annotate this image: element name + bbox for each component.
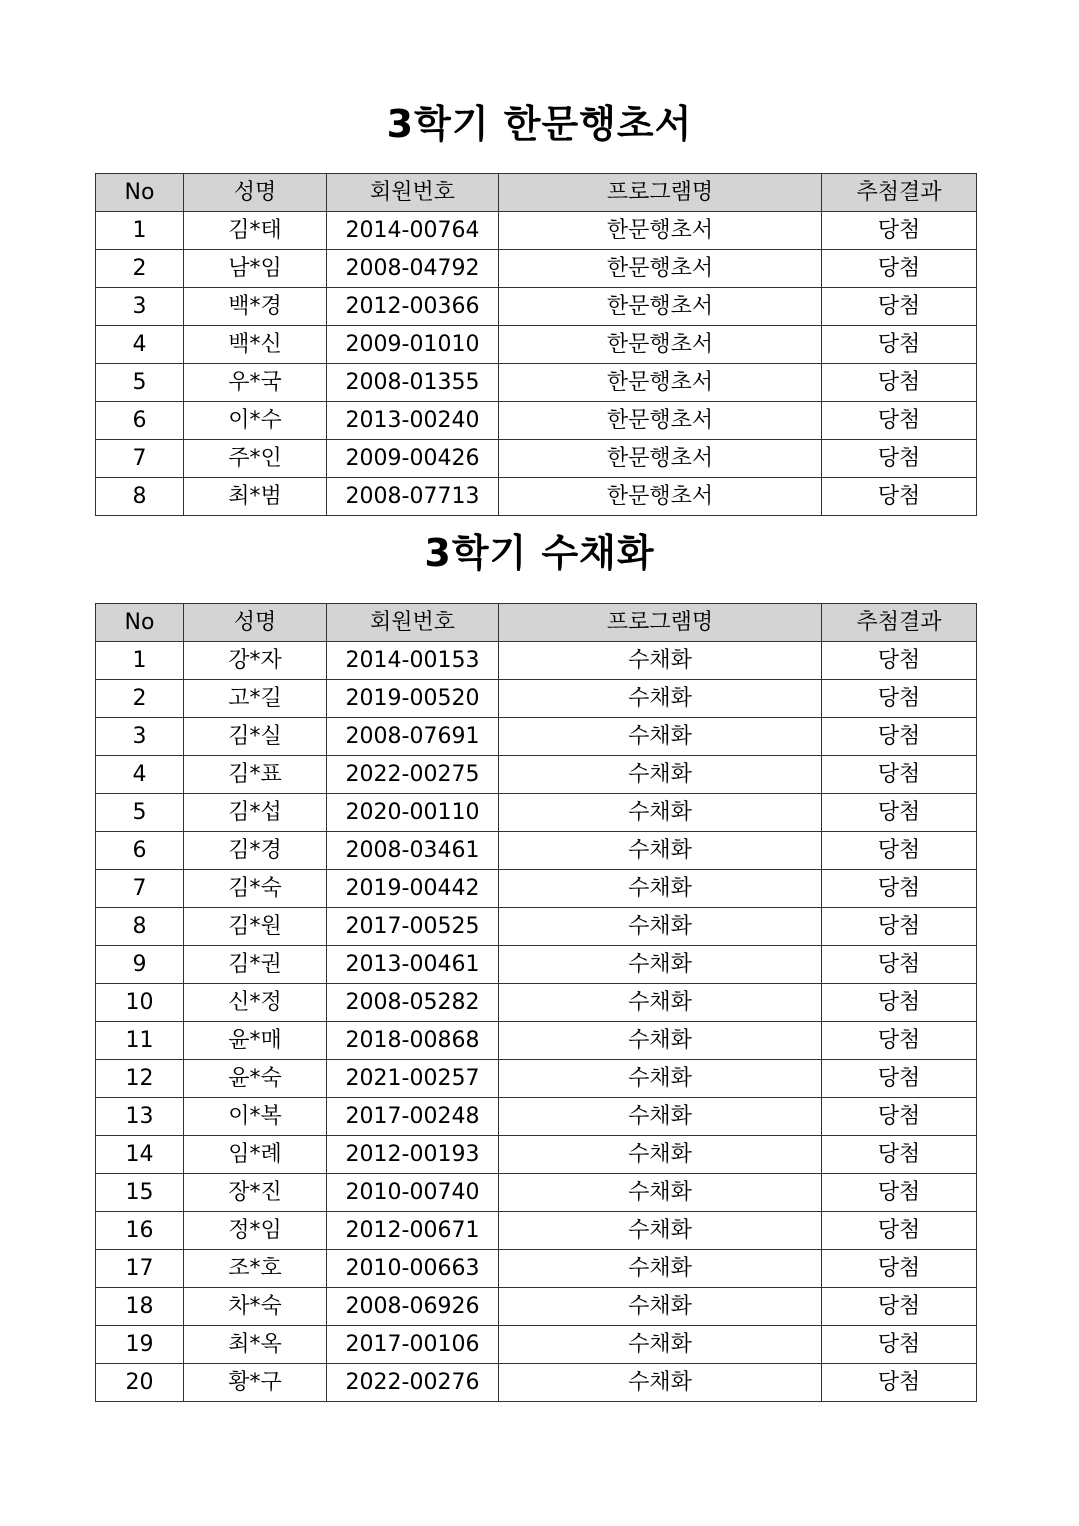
cell-no: 8 [96,908,184,946]
cell-result: 당첨 [822,1098,977,1136]
table-row [96,642,977,680]
cell-program: 수채화 [499,946,822,984]
table-row [96,288,977,326]
cell-no: 17 [96,1250,184,1288]
cell-member-number: 2013-00240 [327,402,499,440]
cell-no: 4 [96,756,184,794]
cell-result: 당첨 [822,478,977,516]
cell-name: 우*국 [184,364,327,402]
cell-result: 당첨 [822,794,977,832]
cell-result: 당첨 [822,288,977,326]
cell-program: 수채화 [499,870,822,908]
results-table-hanmun [95,173,977,516]
cell-member-number: 2012-00366 [327,288,499,326]
cell-member-number: 2008-05282 [327,984,499,1022]
section-title-hanmun: 3학기 한문행초서 [386,102,693,146]
cell-result: 당첨 [822,1060,977,1098]
table-body [96,642,977,1402]
cell-member-number: 2017-00525 [327,908,499,946]
cell-member-number: 2014-00153 [327,642,499,680]
header-program: 프로그램명 [499,174,822,212]
cell-member-number: 2021-00257 [327,1060,499,1098]
cell-name: 장*진 [184,1174,327,1212]
cell-no: 12 [96,1060,184,1098]
table-row [96,402,977,440]
table-row [96,1098,977,1136]
header-no: No [96,604,184,642]
table-row [96,946,977,984]
cell-no: 16 [96,1212,184,1250]
table-row [96,908,977,946]
cell-name: 김*섭 [184,794,327,832]
cell-no: 5 [96,794,184,832]
cell-no: 13 [96,1098,184,1136]
table-body [96,212,977,516]
cell-member-number: 2008-01355 [327,364,499,402]
cell-member-number: 2012-00671 [327,1212,499,1250]
cell-program: 한문행초서 [499,364,822,402]
cell-program: 한문행초서 [499,288,822,326]
cell-program: 수채화 [499,908,822,946]
cell-name: 윤*매 [184,1022,327,1060]
results-table-watercolor [95,603,977,1402]
header-program: 프로그램명 [499,604,822,642]
table-row [96,440,977,478]
table-row [96,1288,977,1326]
header-name: 성명 [184,604,327,642]
cell-program: 수채화 [499,984,822,1022]
cell-no: 7 [96,440,184,478]
cell-member-number: 2019-00520 [327,680,499,718]
cell-program: 한문행초서 [499,402,822,440]
cell-name: 김*표 [184,756,327,794]
cell-program: 수채화 [499,1250,822,1288]
cell-program: 수채화 [499,1326,822,1364]
cell-name: 남*임 [184,250,327,288]
cell-program: 수채화 [499,1174,822,1212]
table-row [96,478,977,516]
cell-result: 당첨 [822,870,977,908]
cell-member-number: 2020-00110 [327,794,499,832]
cell-member-number: 2008-04792 [327,250,499,288]
cell-result: 당첨 [822,1288,977,1326]
cell-result: 당첨 [822,250,977,288]
header-result: 추첨결과 [822,174,977,212]
cell-program: 수채화 [499,794,822,832]
cell-member-number: 2012-00193 [327,1136,499,1174]
table-row [96,212,977,250]
cell-result: 당첨 [822,680,977,718]
cell-program: 수채화 [499,1288,822,1326]
header-name: 성명 [184,174,327,212]
cell-name: 최*옥 [184,1326,327,1364]
cell-name: 강*자 [184,642,327,680]
cell-program: 한문행초서 [499,250,822,288]
cell-result: 당첨 [822,1136,977,1174]
cell-name: 황*구 [184,1364,327,1402]
cell-no: 7 [96,870,184,908]
table-row [96,1250,977,1288]
table-header-row [96,174,977,212]
cell-no: 4 [96,326,184,364]
cell-name: 백*신 [184,326,327,364]
cell-no: 6 [96,832,184,870]
cell-name: 김*원 [184,908,327,946]
cell-program: 수채화 [499,1098,822,1136]
header-member-number: 회원번호 [327,604,499,642]
cell-member-number: 2008-07713 [327,478,499,516]
cell-result: 당첨 [822,718,977,756]
cell-name: 윤*숙 [184,1060,327,1098]
cell-program: 수채화 [499,756,822,794]
cell-program: 수채화 [499,1136,822,1174]
table-row [96,718,977,756]
cell-result: 당첨 [822,364,977,402]
cell-result: 당첨 [822,212,977,250]
header-result: 추첨결과 [822,604,977,642]
cell-program: 한문행초서 [499,478,822,516]
cell-result: 당첨 [822,832,977,870]
cell-member-number: 2010-00740 [327,1174,499,1212]
cell-member-number: 2019-00442 [327,870,499,908]
table-row [96,680,977,718]
table-row [96,1022,977,1060]
cell-no: 6 [96,402,184,440]
cell-program: 수채화 [499,832,822,870]
cell-member-number: 2017-00106 [327,1326,499,1364]
cell-no: 10 [96,984,184,1022]
cell-no: 15 [96,1174,184,1212]
cell-name: 주*인 [184,440,327,478]
cell-member-number: 2022-00275 [327,756,499,794]
cell-name: 백*경 [184,288,327,326]
cell-name: 김*경 [184,832,327,870]
table-row [96,1364,977,1402]
cell-member-number: 2008-06926 [327,1288,499,1326]
cell-result: 당첨 [822,402,977,440]
cell-no: 11 [96,1022,184,1060]
cell-member-number: 2018-00868 [327,1022,499,1060]
cell-name: 김*권 [184,946,327,984]
table-header-row [96,604,977,642]
section-title-watercolor: 3학기 수채화 [424,531,655,575]
cell-program: 한문행초서 [499,440,822,478]
table-row [96,250,977,288]
cell-result: 당첨 [822,984,977,1022]
cell-result: 당첨 [822,1174,977,1212]
cell-member-number: 2013-00461 [327,946,499,984]
cell-name: 차*숙 [184,1288,327,1326]
cell-no: 8 [96,478,184,516]
cell-no: 1 [96,212,184,250]
cell-program: 수채화 [499,1022,822,1060]
cell-program: 수채화 [499,1364,822,1402]
cell-member-number: 2009-00426 [327,440,499,478]
cell-program: 수채화 [499,680,822,718]
cell-no: 1 [96,642,184,680]
cell-name: 정*임 [184,1212,327,1250]
cell-program: 수채화 [499,718,822,756]
table-row [96,832,977,870]
cell-no: 14 [96,1136,184,1174]
table-row [96,794,977,832]
cell-result: 당첨 [822,1212,977,1250]
cell-name: 임*례 [184,1136,327,1174]
table-row [96,1060,977,1098]
cell-member-number: 2008-03461 [327,832,499,870]
cell-no: 5 [96,364,184,402]
cell-result: 당첨 [822,1250,977,1288]
cell-member-number: 2022-00276 [327,1364,499,1402]
cell-no: 18 [96,1288,184,1326]
cell-program: 한문행초서 [499,326,822,364]
cell-result: 당첨 [822,1022,977,1060]
table-row [96,326,977,364]
table-row [96,756,977,794]
header-member-number: 회원번호 [327,174,499,212]
table-row [96,1326,977,1364]
cell-no: 19 [96,1326,184,1364]
table-row [96,1136,977,1174]
cell-program: 수채화 [499,642,822,680]
cell-result: 당첨 [822,908,977,946]
cell-no: 2 [96,680,184,718]
header-no: No [96,174,184,212]
cell-name: 고*길 [184,680,327,718]
cell-name: 김*숙 [184,870,327,908]
table-row [96,984,977,1022]
cell-name: 조*호 [184,1250,327,1288]
table-row [96,1174,977,1212]
cell-result: 당첨 [822,946,977,984]
cell-name: 이*복 [184,1098,327,1136]
cell-result: 당첨 [822,1326,977,1364]
table-row [96,870,977,908]
cell-program: 한문행초서 [499,212,822,250]
cell-result: 당첨 [822,756,977,794]
cell-no: 9 [96,946,184,984]
cell-result: 당첨 [822,440,977,478]
cell-name: 최*범 [184,478,327,516]
cell-member-number: 2010-00663 [327,1250,499,1288]
cell-no: 3 [96,288,184,326]
cell-name: 김*태 [184,212,327,250]
cell-program: 수채화 [499,1060,822,1098]
cell-member-number: 2017-00248 [327,1098,499,1136]
cell-member-number: 2008-07691 [327,718,499,756]
cell-no: 3 [96,718,184,756]
cell-member-number: 2009-01010 [327,326,499,364]
cell-result: 당첨 [822,326,977,364]
table-row [96,1212,977,1250]
cell-name: 신*정 [184,984,327,1022]
cell-name: 김*실 [184,718,327,756]
cell-member-number: 2014-00764 [327,212,499,250]
cell-result: 당첨 [822,1364,977,1402]
cell-no: 2 [96,250,184,288]
table-row [96,364,977,402]
cell-name: 이*수 [184,402,327,440]
cell-no: 20 [96,1364,184,1402]
cell-program: 수채화 [499,1212,822,1250]
cell-result: 당첨 [822,642,977,680]
